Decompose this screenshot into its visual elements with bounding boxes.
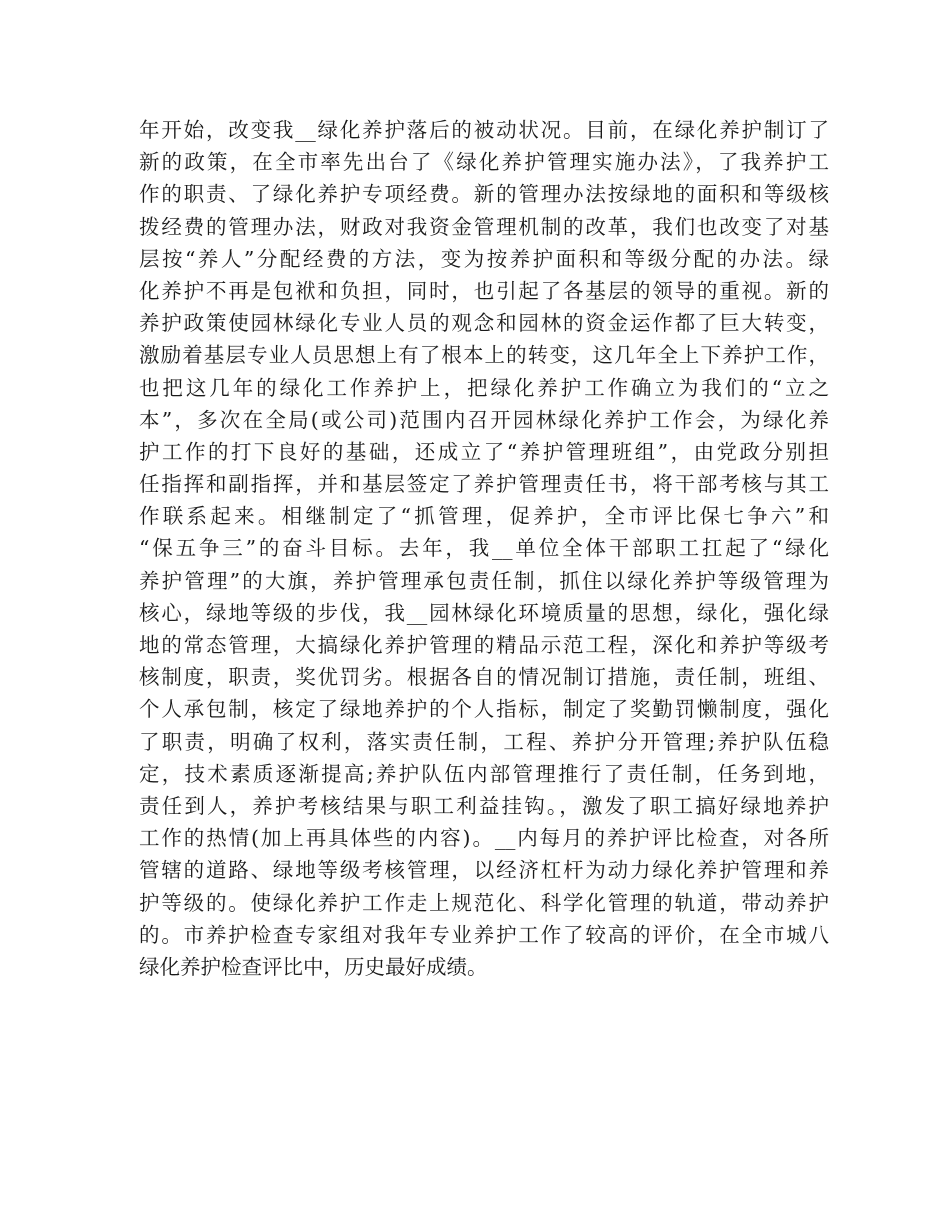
text-line: 年开始，改变我__绿化养护落后的被动状况。目前，在绿化养护制订了 [139, 118, 829, 142]
text-line: 新的政策，在全市率先出台了《绿化养护管理实施办法》，了我养护工 [139, 150, 829, 175]
body-paragraph [139, 114, 829, 983]
text-line: 核制度，职责，奖优罚劣。根据各自的情况制订措施，责任制，班组、 [139, 665, 829, 690]
text-line: 层按“养人”分配经费的方法，变为按养护面积和等级分配的办法。绿 [139, 246, 829, 271]
text-line: 定，技术素质逐渐提高;养护队伍内部管理推行了责任制，任务到地， [139, 761, 829, 786]
text-line: 工作的热情(加上再具体些的内容)。__内每月的养护评比检查，对各所 [139, 826, 829, 851]
text-line: 责任到人，养护考核结果与职工利益挂钩。，激发了职工搞好绿地养护 [139, 793, 829, 818]
text-line: 作联系起来。相继制定了“抓管理，促养护，全市评比保七争六”和 [139, 504, 829, 529]
text-line: 化养护不再是包袱和负担，同时，也引起了各基层的领导的重视。新的 [139, 278, 829, 303]
text-line: 作的职责、了绿化养护专项经费。新的管理办法按绿地的面积和等级核 [139, 182, 829, 207]
text-line: 护等级的。使绿化养护工作走上规范化、科学化管理的轨道，带动养护 [139, 890, 829, 915]
text-line: 个人承包制，核定了绿地养护的个人指标，制定了奖勤罚懒制度，强化 [139, 697, 829, 722]
text-line: 护工作的打下良好的基础，还成立了“养护管理班组”，由党政分别担 [139, 439, 829, 464]
text-line: 养护政策使园林绿化专业人员的观念和园林的资金运作都了巨大转变， [139, 311, 829, 336]
text-line: 管辖的道路、绿地等级考核管理，以经济杠杆为动力绿化养护管理和养 [139, 858, 829, 883]
text-line: 了职责，明确了权利，落实责任制，工程、养护分开管理;养护队伍稳 [139, 729, 829, 754]
text-line: 养护管理”的大旗，养护管理承包责任制，抓住以绿化养护等级管理为 [139, 568, 829, 593]
text-line: 任指挥和副指挥，并和基层签定了养护管理责任书，将干部考核与其工 [139, 472, 829, 497]
text-line: 地的常态管理，大搞绿化养护管理的精品示范工程，深化和养护等级考 [139, 633, 829, 657]
text-line: 也把这几年的绿化工作养护上，把绿化养护工作确立为我们的“立之 [139, 375, 829, 400]
text-line: 拨经费的管理办法，财政对我资金管理机制的改革，我们也改变了对基 [139, 214, 829, 239]
text-line: 激励着基层专业人员思想上有了根本上的转变，这几年全上下养护工作， [139, 343, 829, 368]
text-line-last: 绿化养护检查评比中，历史最好成绩。 [139, 954, 488, 979]
text-line: 的。市养护检查专家组对我年专业养护工作了较高的评价，在全市城八 [139, 922, 829, 947]
text-line: 本”，多次在全局(或公司)范围内召开园林绿化养护工作会，为绿化养 [139, 407, 829, 432]
text-line: 核心，绿地等级的步伐，我__园林绿化环境质量的思想，绿化，强化绿 [139, 600, 829, 625]
text-line: “保五争三”的奋斗目标。去年，我__单位全体干部职工扛起了“绿化 [139, 536, 829, 561]
